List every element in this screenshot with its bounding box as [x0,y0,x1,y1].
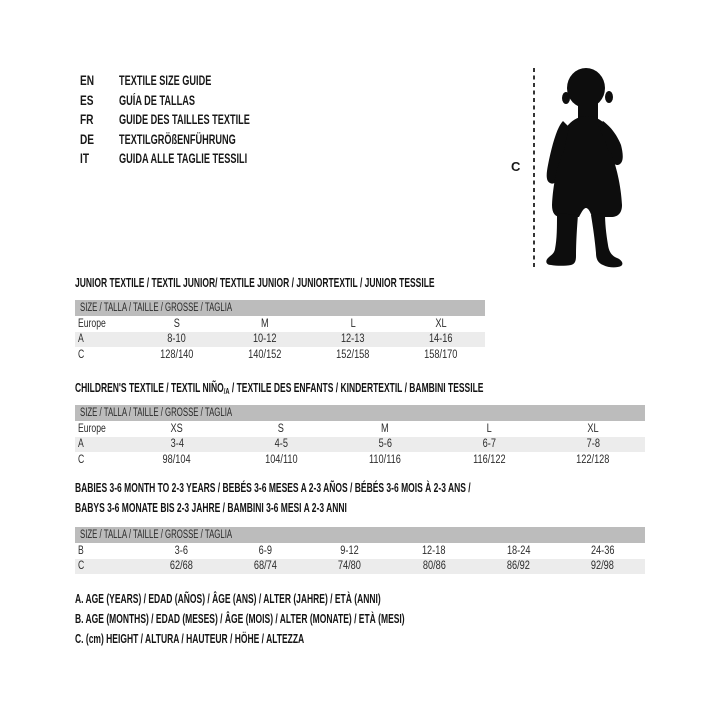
table-cell: 86/92 [506,560,530,573]
table-cell: 24-36 [591,544,615,557]
language-label: TEXTILE SIZE GUIDE [119,73,212,89]
table-cell: 74/80 [338,560,362,573]
table-cell: 14-16 [429,333,453,346]
table-cell: L [350,317,356,330]
language-row [80,149,312,169]
size-header-bar: SIZE / TALLA / TAILLE / GRÖSSE / TAGLIA [75,405,645,421]
table-cell: XL [587,422,599,435]
children-table-title: CHILDREN'S TEXTILE / TEXTIL $NIÑO_{/A}$ / TEXTILE DES ENFANTS / KINDERTEXTIL / BAMBINI TESSILE [75,381,484,396]
table-row [75,421,645,437]
table-cell: 12-13 [341,333,365,346]
language-label: GUÍA DE TALLAS [119,92,195,108]
footnote-a: A. AGE (YEARS) / EDAD (AÑOS) / ÂGE (ANS) / ALTER (JAHRE) / ETÀ (ANNI) [75,592,381,606]
language-label: GUIDE DES TAILLES TEXTILE [119,112,250,128]
table-cell: 128/140 [160,348,194,361]
table-cell: 98/104 [162,453,192,466]
language-code: EN [80,73,95,89]
size-header-bar: SIZE / TALLA / TAILLE / GRÖSSE / TAGLIA [75,300,485,316]
table-cell: M [381,422,389,435]
table-row [75,452,645,468]
table-cell: 122/128 [576,453,610,466]
table-cell: Europe [78,317,106,330]
table-cell: 152/158 [336,348,370,361]
footnote-c: C. (cm) HEIGHT / ALTURA / HAUTEUR / HÖHE / ALTEZZA [75,632,305,646]
table-cell: 140/152 [248,348,282,361]
language-code: FR [80,112,94,128]
table-cell: A [78,333,84,346]
table-cell: 104/110 [264,453,298,466]
language-list [80,71,312,169]
table-cell: 110/116 [369,453,401,466]
footnotes [75,592,560,652]
table-cell: 9-12 [340,544,360,557]
table-cell: 68/74 [253,560,277,573]
table-cell: 5-6 [378,438,392,451]
table-cell: 6-7 [482,438,496,451]
language-label: TEXTILGRÖßENFÜHRUNG [119,131,236,147]
table-row [75,316,485,332]
table-row [75,347,485,363]
babies-size-table [75,527,645,574]
table-row [75,437,645,453]
title-subscript: /A [223,386,230,396]
table-cell: 10-12 [253,333,277,346]
language-code: DE [80,131,95,147]
table-cell: 3-6 [174,544,188,557]
language-row [80,110,312,130]
table-row [75,559,645,575]
table-cell: 8-10 [167,333,187,346]
table-cell: 7-8 [586,438,600,451]
table-cell: C [78,453,85,466]
language-row [80,91,312,111]
junior-size-table [75,300,485,363]
table-cell: 92/98 [591,560,615,573]
table-cell: 12-18 [422,544,446,557]
language-code: IT [80,151,89,167]
height-measure-label: C [511,159,521,174]
footnote-b: B. AGE (MONTHS) / EDAD (MESES) / ÂGE (MOIS) / ALTER (MONATE) / ETÀ (MESI) [75,612,405,626]
height-measure-line [533,68,535,269]
table-cell: 116/122 [472,453,506,466]
table-cell: C [78,348,85,361]
table-row [75,543,645,559]
table-cell: A [78,438,84,451]
table-cell: 158/170 [424,348,458,361]
table-cell: XL [435,317,447,330]
table-cell: 6-9 [258,544,273,557]
table-cell: M [261,317,269,330]
toddler-silhouette-icon [543,65,635,273]
language-code: ES [80,92,94,108]
table-cell: 62/68 [169,560,193,573]
table-cell: C [78,560,85,573]
table-cell: 4-5 [274,438,288,451]
table-cell: S [173,317,181,330]
table-cell: S [277,422,285,435]
junior-table-title: JUNIOR TEXTILE / TEXTIL JUNIOR/ TEXTILE JUNIOR / JUNIORTEXTIL / JUNIOR TESSILE [75,276,435,290]
children-size-table [75,405,645,468]
language-row [80,130,312,150]
table-cell: 3-4 [170,438,184,451]
table-cell: Europe [78,422,106,435]
language-label: GUIDA ALLE TAGLIE TESSILI [119,151,248,167]
size-header-bar: SIZE / TALLA / TAILLE / GRÖSSE / TAGLIA [75,527,645,543]
table-cell: 80/86 [422,560,446,573]
table-cell: L [486,422,492,435]
language-row [80,71,312,91]
toddler-figure [500,63,650,277]
babies-table-title: BABIES 3-6 MONTH TO 2-3 YEARS / BEBÉS 3-6 MESES A 2-3 AÑOS / BÉBÉS 3-6 MOIS À 2-3 ANS / BABYS 3-6 MONATE BIS 2-3 JAHRE / BAMBINI 3-6 MESI A 2-3 ANNI [75,481,471,515]
table-cell: 18-24 [506,544,531,557]
table-cell: XS [170,422,184,435]
table-cell: B [78,544,84,557]
table-row [75,332,485,348]
